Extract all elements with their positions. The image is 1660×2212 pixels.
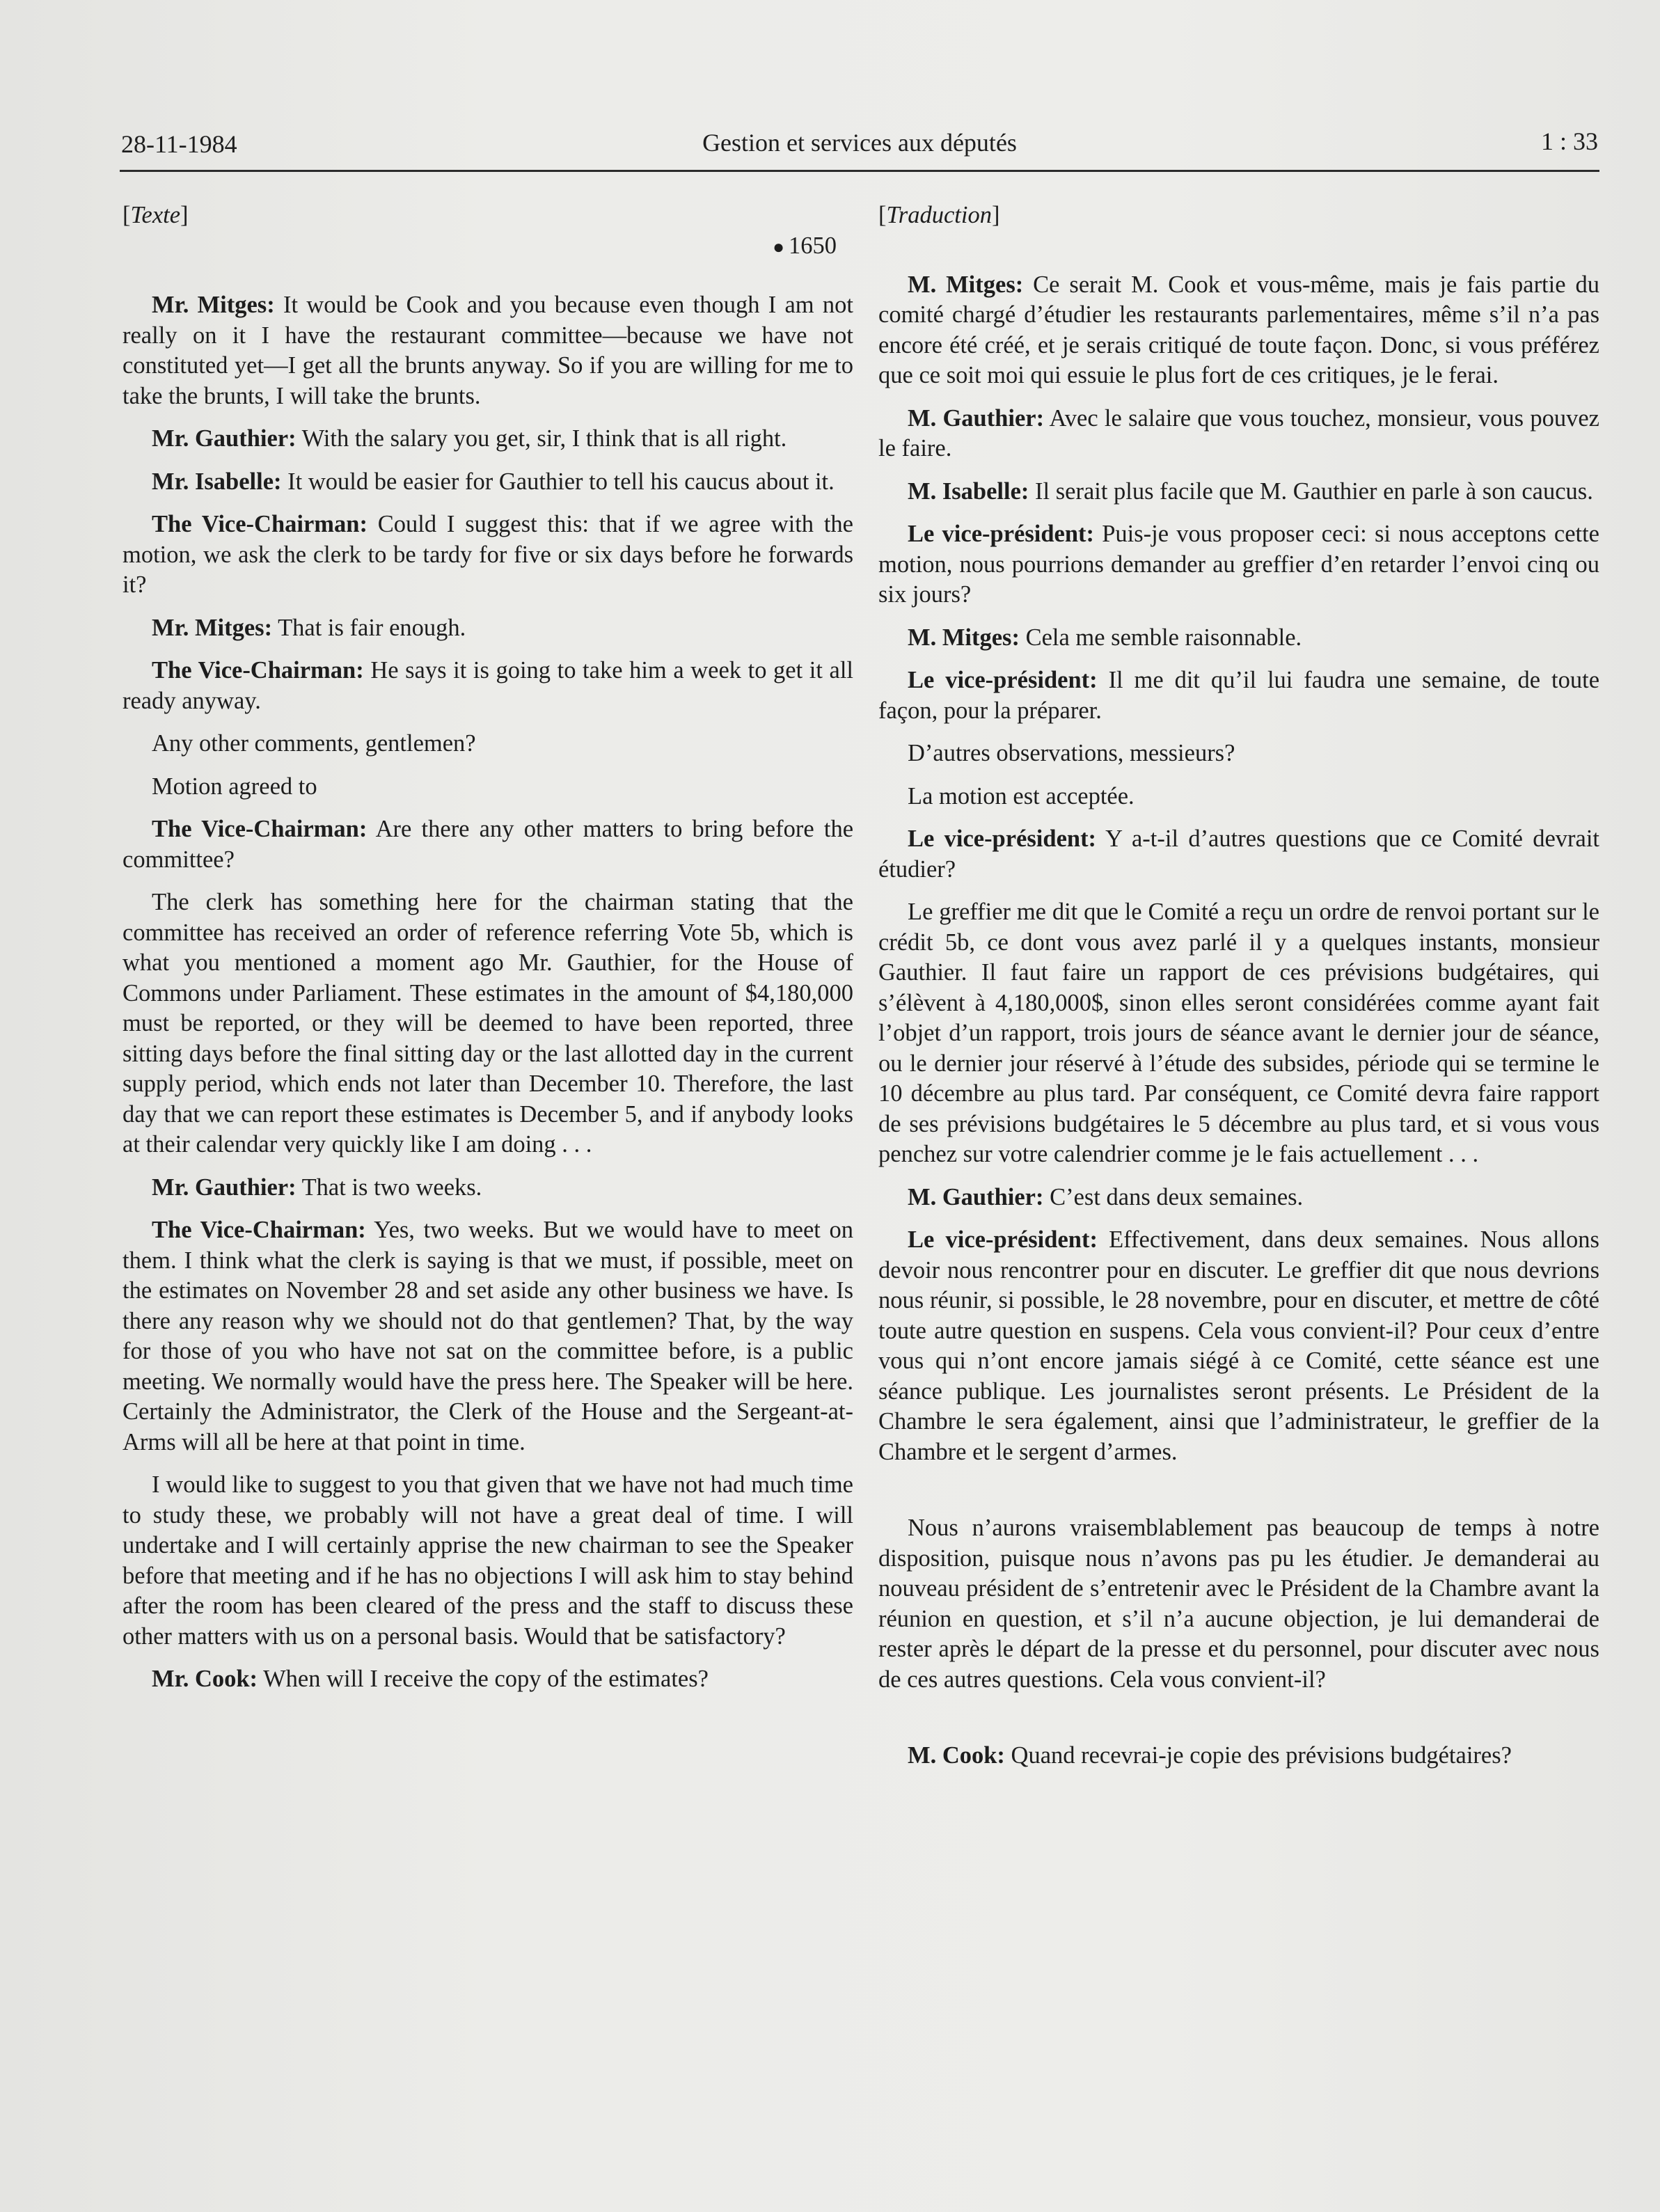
english-paragraph: The Vice-Chairman: Yes, two weeks. But we would have to meet on them. I think what the clerk is saying is that we must, if possible, meet on the estimates on November 28 and set aside any other business we have. Is there any reason why we should not do that gentlemen? That, by the way for those of you who have not sat on the committee before, is a public meeting. We normally would have the press here. The Speaker will be here. Certainly the Administrator, the Clerk of the House and the Sergeant-at-Arms will all be here at that point in time. xyxy=(122,1217,853,1455)
speaker-name: M. Cook: xyxy=(908,1742,1005,1769)
speaker-name: Mr. Cook: xyxy=(152,1666,258,1692)
bullet-icon: ● xyxy=(773,236,784,258)
speaker-name: The Vice-Chairman: xyxy=(152,511,367,537)
english-paragraph: Mr. Gauthier: That is two weeks. xyxy=(152,1174,482,1201)
french-paragraph: Le vice-président: Il me dit qu’il lui faudra une semaine, de toute façon, pour la préparer. xyxy=(878,667,1600,724)
french-column-label: [Traduction] xyxy=(878,202,1000,228)
english-paragraph: Mr. Gauthier: With the salary you get, sir, I think that is all right. xyxy=(152,425,787,452)
english-paragraph: The Vice-Chairman: Are there any other matters to bring before the committee? xyxy=(122,816,854,873)
speaker-name: Mr. Mitges: xyxy=(152,292,275,318)
speaker-name: Le vice-président: xyxy=(908,825,1097,852)
french-paragraph: D’autres observations, messieurs? xyxy=(908,740,1235,766)
speaker-name: M. Gauthier: xyxy=(908,404,1045,432)
running-header xyxy=(120,127,1599,172)
speaker-name: M. Gauthier: xyxy=(908,1183,1044,1210)
time-marker: ● 1650 xyxy=(773,232,837,259)
english-paragraph: Mr. Mitges: It would be Cook and you because even though I am not really on it I have the restaurant committee—because we have not constituted yet—I get all the brunts anyway. So if you are willing for me to take the brunts, I will take the brunts. xyxy=(122,292,853,409)
french-paragraph: M. Gauthier: Avec le salaire que vous touchez, monsieur, vous pouvez le faire. xyxy=(878,404,1599,461)
speaker-name: M. Mitges: xyxy=(908,271,1024,298)
speaker-name: Le vice-président: xyxy=(908,1226,1098,1253)
english-paragraph: The Vice-Chairman: Could I suggest this: that if we agree with the motion, we ask the clerk to be tardy for five or six days before he forwards it? xyxy=(122,511,853,598)
english-paragraph: Mr. Mitges: That is fair enough. xyxy=(152,614,466,641)
speaker-name: M. Isabelle: xyxy=(908,477,1029,505)
speaker-name: Le vice-président: xyxy=(908,521,1094,547)
french-paragraph: Le vice-président: Y a-t-il d’autres questions que ce Comité devrait étudier? xyxy=(878,825,1600,883)
french-paragraph: Le greffier me dit que le Comité a reçu un ordre de renvoi portant sur le crédit 5b, ce dont vous avez parlé il y a quelques instants, monsieur Gauthier. Il faut faire un rapport de ces prévisions budgétaires, qui s’élèvent à 4,180,000$, sinon elles seront considérées comme ayant fait l’objet d’un rapport, trois jours de séance avant le dernier jour de séance, ou le dernier jour réservé à l’étude des subsides, période qui se termine le 10 décembre au plus tard. Par conséquent, ce Comité devra faire rapport de ses prévisions budgétaires le 5 décembre au plus tard, et si vous vous penchez sur votre calendrier comme je le fais actuellement . . . xyxy=(878,899,1599,1167)
english-paragraph: The clerk has something here for the chairman stating that the committee has received an order of reference referring Vote 5b, which is what you mentioned a moment ago Mr. Gauthier, for the House of Commons under Parliament. These estimates in the amount of $4,180,000 must be reported, or they will be deemed to have been reported, three sitting days before the final sitting day or the last allotted day in the current supply period, which ends not later than December 10. Therefore, the last day that we can report these estimates is December 5, and if anybody looks at their calendar very quickly like I am doing . . . xyxy=(122,889,853,1158)
speaker-name: The Vice-Chairman: xyxy=(152,657,364,684)
speaker-name: The Vice-Chairman: xyxy=(152,816,367,842)
english-paragraph: Any other comments, gentlemen? xyxy=(152,730,476,757)
speaker-name: Le vice-président: xyxy=(908,667,1098,693)
english-paragraph: I would like to suggest to you that given that we have not had much time to study these, we probably will not have a great deal of time. I will undertake and I will certainly apprise the new chairman to see the Speaker before that meeting and if he has no objections I will ask him to stay behind after the room has been cleared of the press and the staff to discuss these other matters with us on a personal basis. Would that be satisfactory? xyxy=(122,1471,853,1650)
page-number: 1 : 33 xyxy=(1540,127,1598,155)
french-paragraph: Le vice-président: Effectivement, dans deux semaines. Nous allons devoir nous rencontrer pour en discuter. Le greffier dit que nous devrions nous réunir, si possible, le 28 novembre, pour en discuter, et mettre de côté toute autre question en suspens. Cela vous convient-il? Pour ceux d’entre vous qui n’ont encore jamais siégé à ce Comité, cette séance est une séance publique. Les journalistes seront présents. Le Président de la Chambre le sera également, ainsi que l’administrateur, le greffier de la Chambre et le sergent d’armes. xyxy=(878,1226,1599,1465)
speaker-name: Mr. Mitges: xyxy=(152,614,273,641)
french-paragraph: Le vice-président: Puis-je vous proposer ceci: si nous acceptons cette motion, nous pourrions demander au greffier d’en retarder l’envoi cinq ou six jours? xyxy=(878,521,1599,608)
speaker-name: Mr. Gauthier: xyxy=(152,1174,297,1201)
french-column xyxy=(878,200,1599,1784)
speaker-name: Mr. Gauthier: xyxy=(152,425,297,452)
french-paragraph: M. Mitges: Cela me semble raisonnable. xyxy=(908,624,1302,651)
french-paragraph: M. Mitges: Ce serait M. Cook et vous-même, mais je fais partie du comité chargé d’étudier les restaurants parlementaires, même s’il n’a pas encore été créé, et je serais critiqué de toute façon. Donc, si vous préférez que ce soit moi qui essuie le plus fort de ces critiques, je le ferai. xyxy=(878,271,1599,388)
speaker-name: M. Mitges: xyxy=(908,624,1020,651)
english-paragraph: The Vice-Chairman: He says it is going to take him a week to get it all ready anyway. xyxy=(122,657,854,714)
english-column-label: [Texte] xyxy=(122,202,189,228)
french-paragraph: M. Cook: Quand recevrai-je copie des prévisions budgétaires? xyxy=(908,1742,1512,1769)
french-paragraph: La motion est acceptée. xyxy=(908,782,1135,809)
english-column xyxy=(122,200,853,1707)
english-paragraph: Mr. Isabelle: It would be easier for Gauthier to tell his caucus about it. xyxy=(152,468,835,495)
french-paragraph: M. Isabelle: Il serait plus facile que M. Gauthier en parle à son caucus. xyxy=(908,477,1593,505)
header-date: 28-11-1984 xyxy=(121,130,237,158)
french-paragraph: M. Gauthier: C’est dans deux semaines. xyxy=(908,1183,1304,1210)
speaker-name: Mr. Isabelle: xyxy=(152,468,282,495)
header-title: Gestion et services aux députés xyxy=(702,129,1017,157)
french-paragraph: Nous n’aurons vraisemblablement pas beaucoup de temps à notre disposition, puisque nous n’avons pas pu les étudier. Je demanderai au nouveau président de s’entretenir avec le Président de la Chambre avant la réunion en question, et s’il n’a aucune objection, je lui demanderai de rester après le départ de la presse et du personnel, pour discuter avec nous de ces autres questions. Cela vous convient-il? xyxy=(878,1515,1599,1693)
english-paragraph: Mr. Cook: When will I receive the copy of the estimates? xyxy=(152,1666,709,1692)
speaker-name: The Vice-Chairman: xyxy=(152,1217,366,1243)
english-paragraph: Motion agreed to xyxy=(152,773,317,800)
